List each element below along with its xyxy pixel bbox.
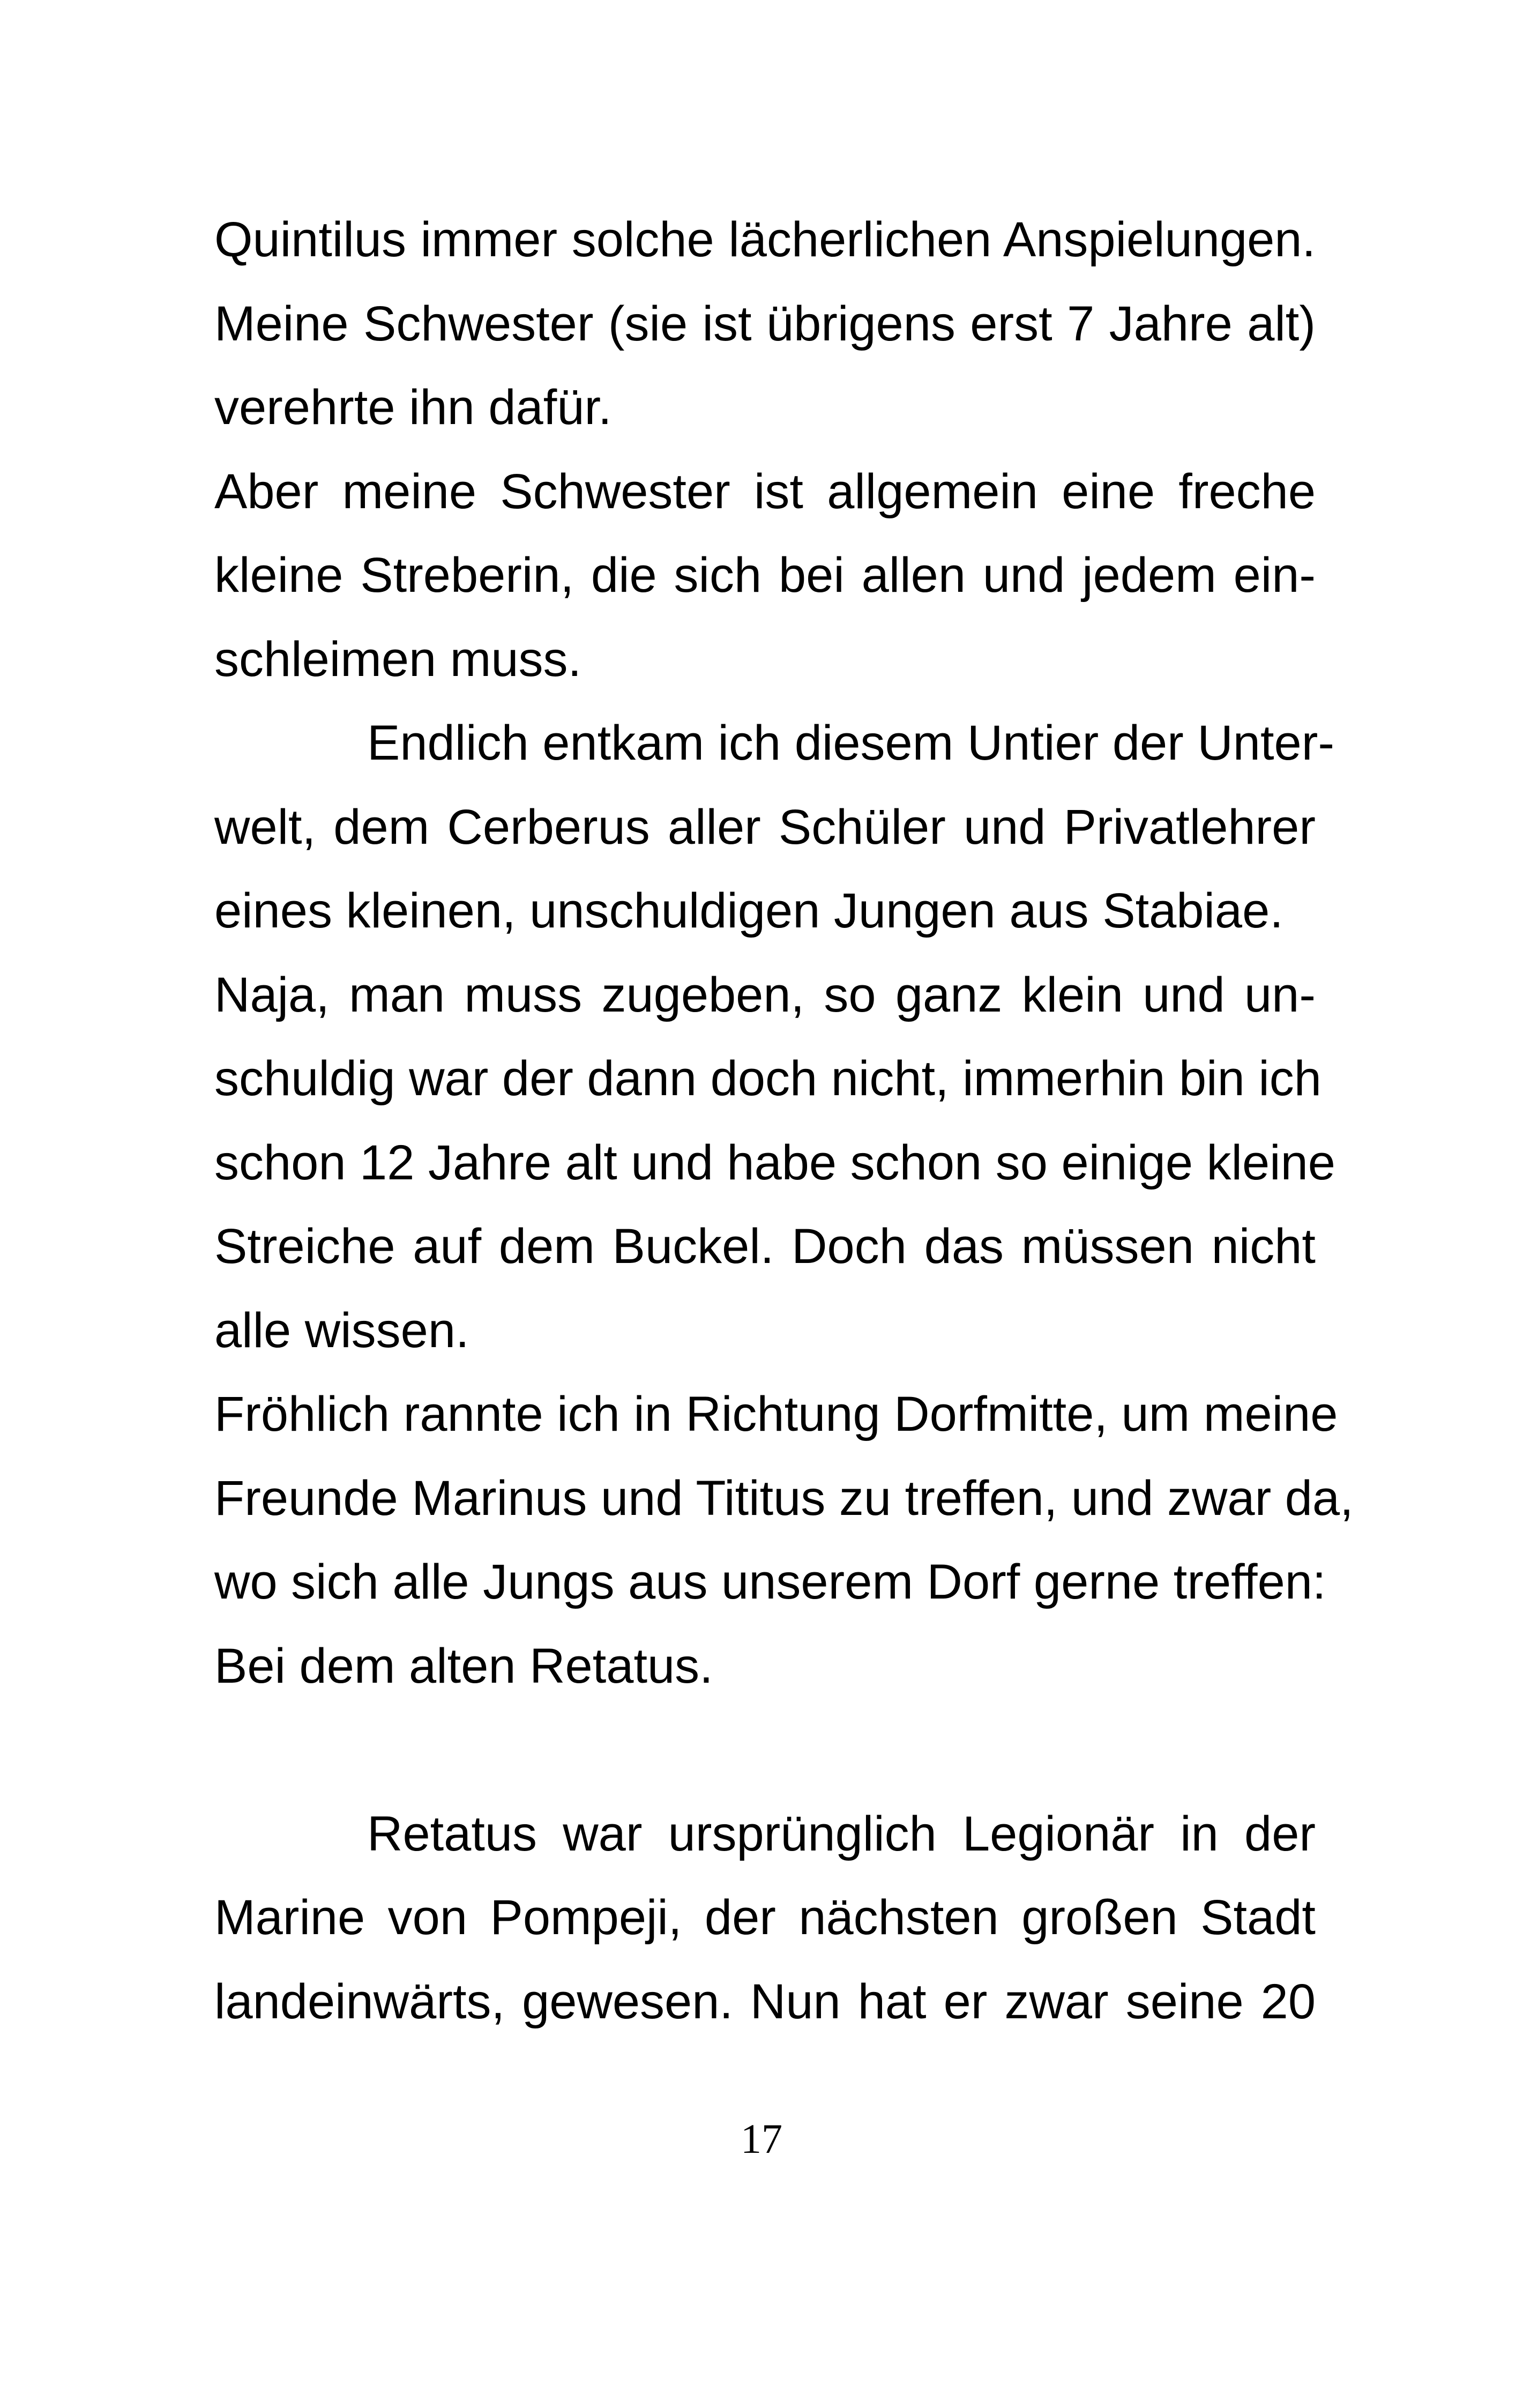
text-line: Marine von Pompeji, der nächsten großen Stadt: [214, 1890, 1316, 1945]
text-line: alle wissen.: [214, 1303, 469, 1358]
text-line: Naja, man muss zugeben, so ganz klein und un-: [214, 967, 1316, 1022]
text-line: schon 12 Jahre alt und habe schon so einige kleine: [214, 1135, 1335, 1190]
text-line: Meine Schwester (sie ist übrigens erst 7 Jahre alt): [214, 296, 1316, 351]
body-text: [214, 198, 1354, 2043]
page-number: 17: [741, 2115, 782, 2162]
text-line: landeinwärts, gewesen. Nun hat er zwar seine 20: [214, 1974, 1316, 2029]
text-line: Fröhlich rannte ich in Richtung Dorfmitte, um meine: [214, 1387, 1338, 1441]
text-line: Retatus war ursprünglich Legionär in der: [367, 1806, 1316, 1861]
text-line: eines kleinen, unschuldigen Jungen aus Stabiae.: [214, 883, 1283, 938]
text-line: schleimen muss.: [214, 631, 582, 687]
blank-line: [214, 1708, 1316, 1792]
text-line: verehrte ihn dafür.: [214, 380, 612, 435]
text-line: kleine Streberin, die sich bei allen und jedem ein-: [214, 548, 1316, 603]
text-line: Bei dem alten Retatus.: [214, 1638, 713, 1693]
text-line: welt, dem Cerberus aller Schüler und Privatlehrer: [214, 799, 1316, 854]
text-line: Quintilus immer solche lächerlichen Anspielungen.: [214, 212, 1316, 267]
text-line: Endlich entkam ich diesem Untier der Unter-: [367, 716, 1334, 770]
text-line: schuldig war der dann doch nicht, immerhin bin ich: [214, 1051, 1322, 1106]
text-line: Streiche auf dem Buckel. Doch das müssen nicht: [214, 1219, 1316, 1274]
text-line: Aber meine Schwester ist allgemein eine freche: [214, 464, 1316, 519]
text-line: Freunde Marinus und Tititus zu treffen, und zwar da,: [214, 1470, 1354, 1526]
text-line: wo sich alle Jungs aus unserem Dorf gerne treffen:: [214, 1555, 1326, 1609]
